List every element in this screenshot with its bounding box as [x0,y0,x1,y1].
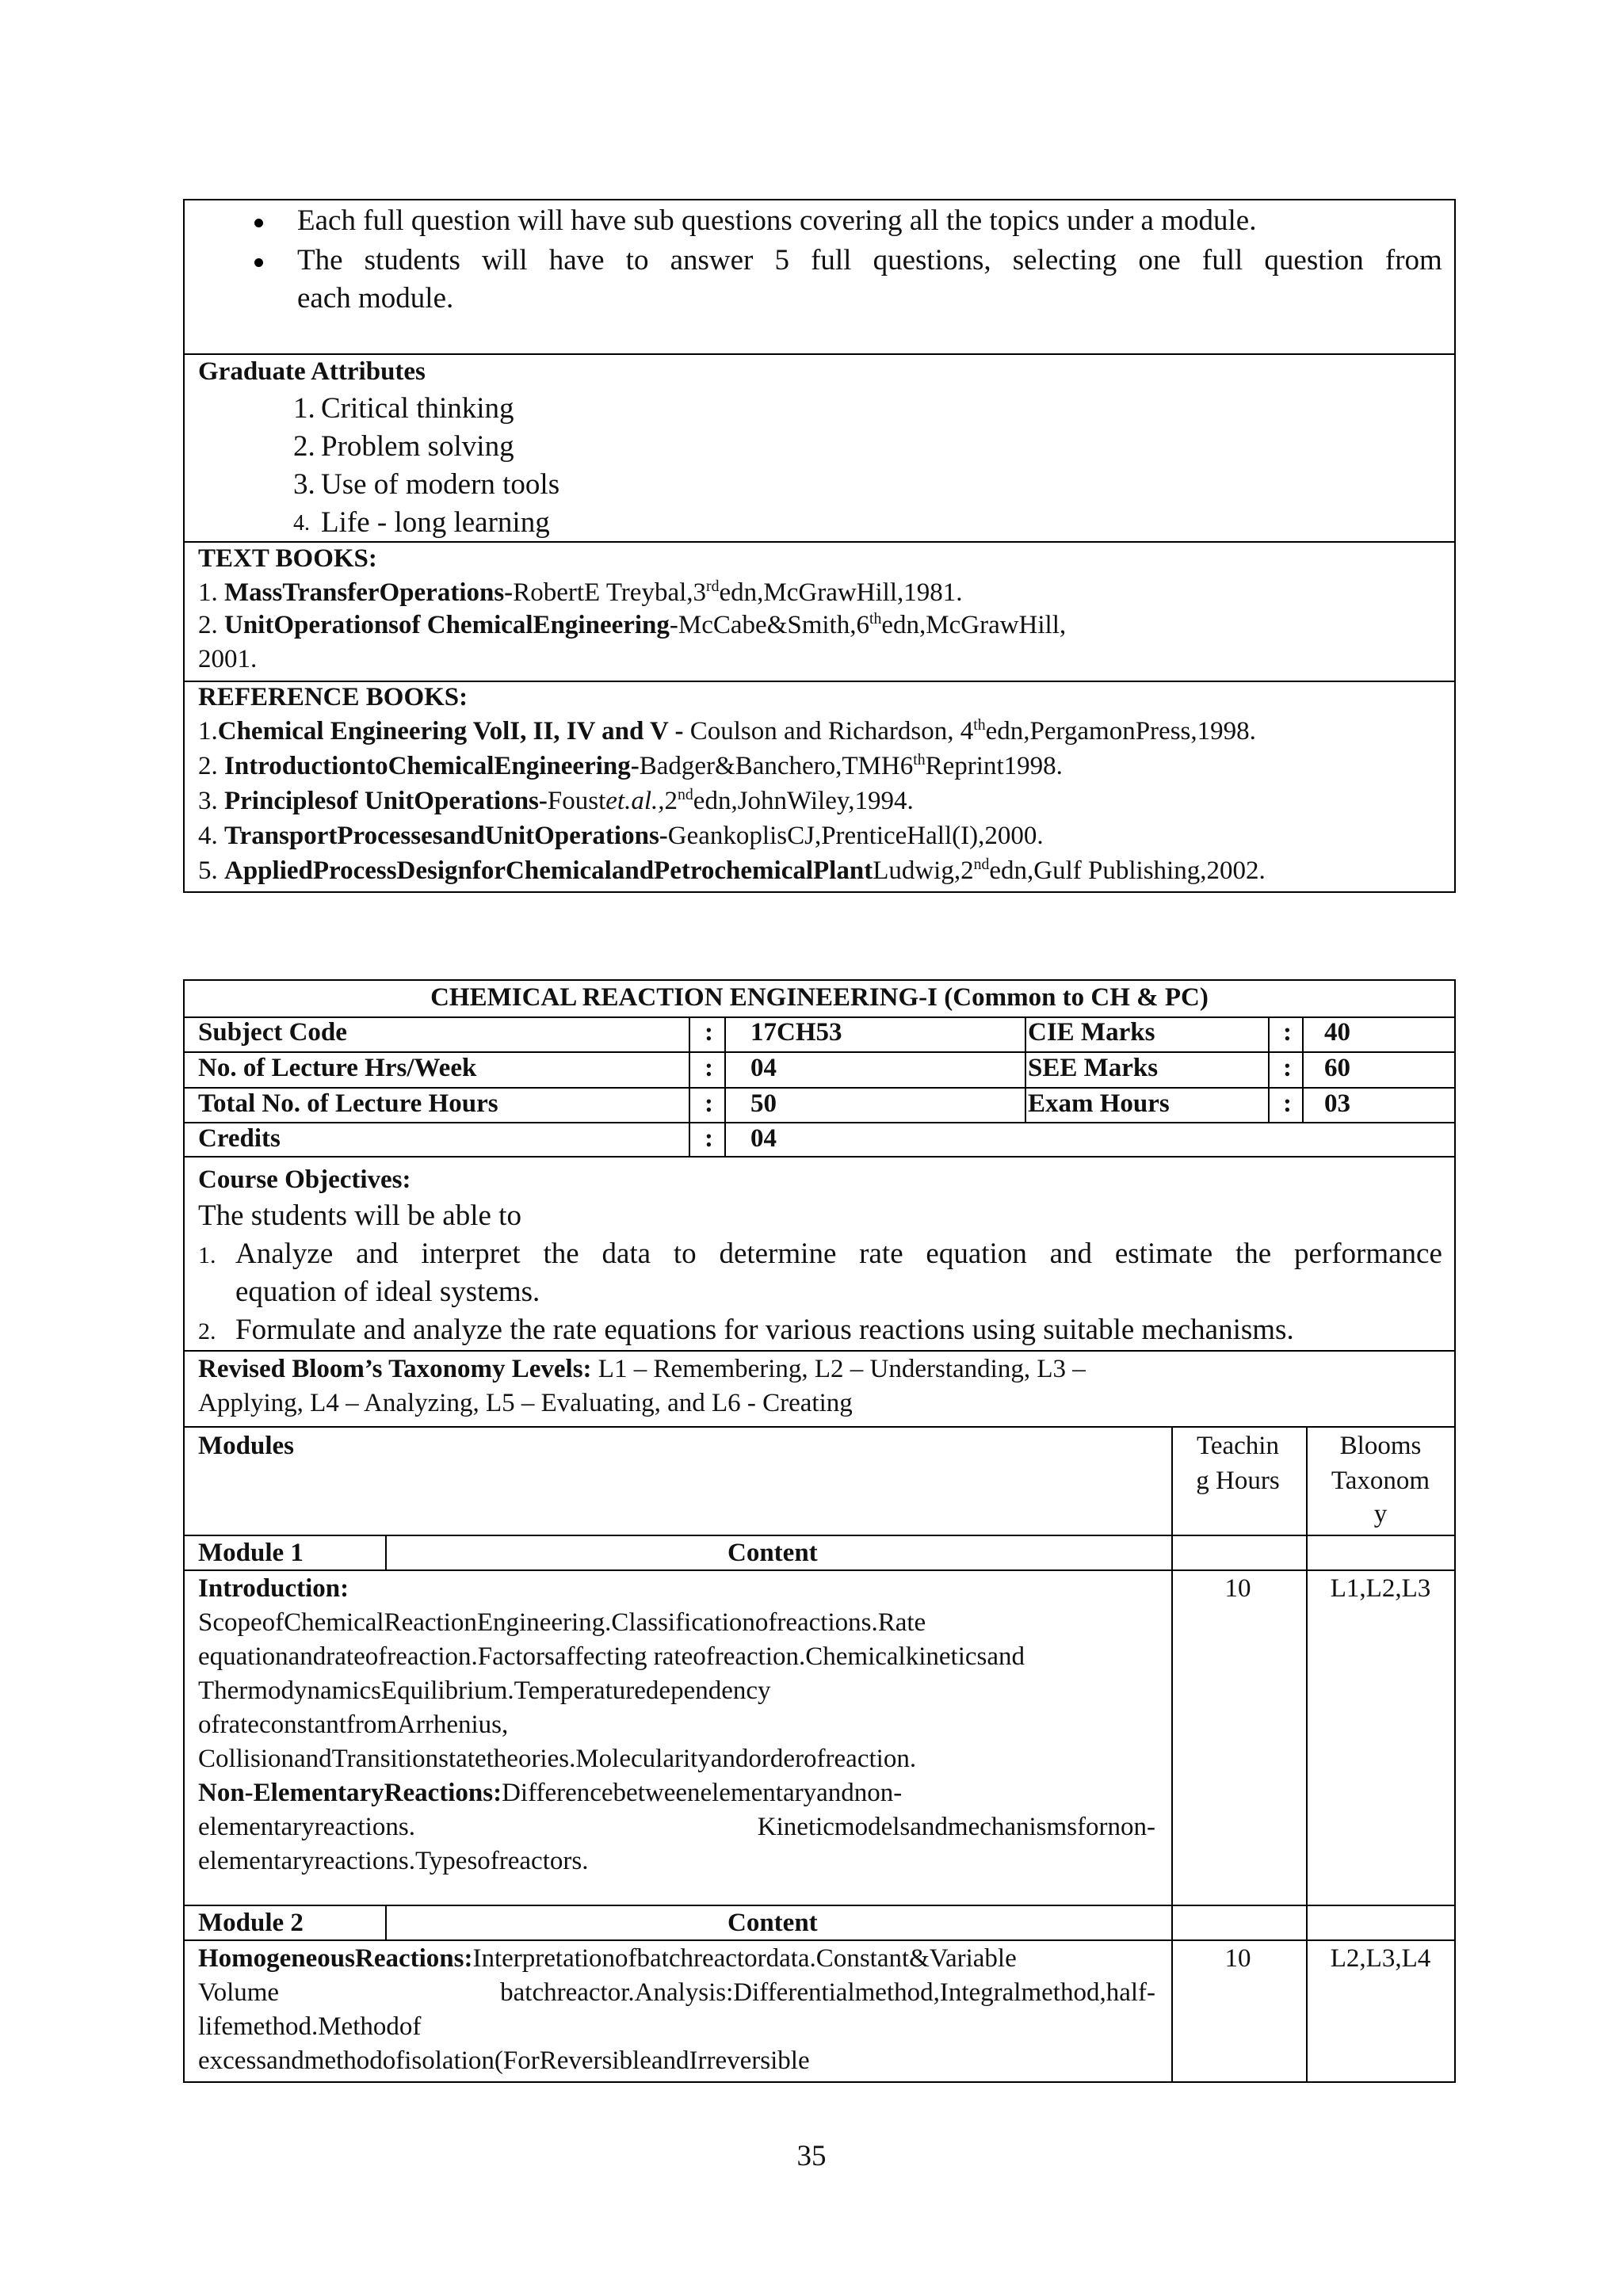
module-1-line-part: Kineticmodelsandmechanismsfornon- [757,1813,1155,1841]
word: and [356,1238,399,1270]
module-2-line: HomogeneousReactions:Interpretationofbatchreactordata.Constant&Variable [198,1944,1017,1973]
module-2-line-part: batchreactor.Analysis:Differentialmethod,Integralmethod,half- [500,1978,1155,2007]
exam-note-2-cont: each module. [297,282,454,315]
word: 5 [774,244,789,277]
blooms-levels: Revised Bloom’s Taxonomy Levels: L1 – Remembering, L2 – Understanding, L3 – [198,1355,1086,1383]
word: and [1049,1238,1093,1270]
divider [185,1535,1454,1536]
course-table [183,979,1456,2083]
divider [185,1939,1454,1941]
module-1-nonelementary: Non-ElementaryReactions:Differencebetweenelementaryandnon- [198,1779,903,1807]
divider [385,1535,387,1570]
word: the [1235,1238,1272,1270]
objective-2: Formulate and analyze the rate equations for various reactions using suitable mechanisms. [235,1314,1294,1346]
bullet-icon [254,258,263,267]
info-label: Total No. of Lecture Hours [198,1089,498,1118]
info-value: 50 [750,1089,777,1118]
divider [185,353,1454,355]
word: question [1264,244,1364,277]
word: have [548,244,605,277]
bullet-icon [254,219,263,227]
module-1-line: ThermodynamicsEquilibrium.Temperaturedependency [198,1676,771,1705]
module-1-content-label: Content [727,1539,818,1567]
course-title: CHEMICAL REACTION ENGINEERING-I (Common to CH & PC) [430,983,1209,1012]
objective-num: 2. [198,1318,216,1344]
word: rate [859,1238,903,1270]
divider [1171,1426,1173,2083]
blooms-levels-cont: Applying, L4 – Analyzing, L5 – Evaluating, and L6 - Creating [198,1389,853,1417]
word: answer [670,244,754,277]
blooms-taxonomy-heading: Taxonom [1331,1466,1430,1495]
info-colon: : [705,1124,713,1153]
divider [1268,1016,1270,1122]
module-2-line: excessandmethodofisolation(ForReversibleandIrreversible [198,2046,810,2075]
info-colon: : [1283,1018,1292,1047]
info-colon: : [1283,1089,1292,1118]
module-1-line [198,1813,1155,1842]
graduate-attributes-heading: Graduate Attributes [198,357,426,386]
module-2-hours: 10 [1224,1944,1251,1973]
word: determine [719,1238,837,1270]
module-1-line: ScopeofChemicalReactionEngineering.Classificationofreactions.Rate [198,1608,926,1637]
divider [185,1905,1454,1906]
word: equation [926,1238,1027,1270]
info-colon: : [705,1018,713,1047]
divider [185,681,1454,682]
module-1-heading: Introduction: [198,1574,349,1603]
divider [185,1426,1454,1428]
attribute-num: 3. [293,468,315,501]
teaching-hours-heading: g Hours [1196,1466,1280,1495]
text-book-2: 2. UnitOperationsof ChemicalEngineering-McCabe&Smith,6thedn,McGrawHill, [198,610,1067,639]
info-value: 17CH53 [750,1018,842,1047]
divider [185,1051,1454,1053]
exam-note-2 [297,243,1442,277]
divider [185,1156,1454,1158]
module-2-levels: L2,L3,L4 [1330,1944,1431,1973]
objective-1 [235,1237,1442,1271]
page-number: 35 [796,2140,827,2172]
word: to [673,1238,697,1270]
attribute-item: Use of modern tools [321,468,560,501]
divider [1302,1016,1304,1122]
module-2-label: Module 2 [198,1909,304,1937]
text-book-1: 1. MassTransferOperations-RobertE Treybal,3rdedn,McGrawHill,1981. [198,578,963,607]
word: full [1201,244,1243,277]
reference-book-5: 5. AppliedProcessDesignforChemicalandPetrochemicalPlantLudwig,2ndedn,Gulf Publishing,2002. [198,856,1266,885]
divider [689,1016,690,1157]
divider [385,1905,387,1940]
attribute-item: Life - long learning [321,506,550,539]
module-1-line-part: elementaryreactions. [198,1813,415,1841]
word: The [297,244,343,277]
word: estimate [1114,1238,1213,1270]
text-books-heading: TEXT BOOKS: [198,544,377,573]
module-2-content-label: Content [727,1909,818,1937]
info-colon: : [705,1089,713,1118]
info-label: No. of Lecture Hrs/Week [198,1054,477,1082]
text-book-2-cont: 2001. [198,645,258,673]
teaching-hours-heading: Teachin [1197,1432,1279,1460]
divider [724,1016,726,1157]
word: students [364,244,460,277]
word: data [601,1238,651,1270]
divider [185,541,1454,543]
module-2-line-part: Volume [198,1978,280,2007]
reference-book-3: 3. Principlesof UnitOperations-Foustet.al.,2ndedn,JohnWiley,1994. [198,786,914,815]
divider [1025,1016,1026,1122]
attribute-item: Critical thinking [321,392,514,425]
attribute-num: 2. [293,430,315,463]
info-value: 60 [1324,1054,1350,1082]
objectives-intro: The students will be able to [198,1199,521,1232]
word: performance [1293,1238,1442,1270]
reference-book-2: 2. IntroductiontoChemicalEngineering-Badger&Banchero,TMH6thReprint1998. [198,751,1063,780]
module-1-line: elementaryreactions.Typesofreactors. [198,1847,589,1875]
info-value: 03 [1324,1089,1350,1118]
modules-heading: Modules [198,1432,295,1460]
module-2-line [198,1978,1155,2008]
info-label: Subject Code [198,1018,347,1047]
info-label: Credits [198,1124,281,1153]
module-1-label: Module 1 [198,1539,304,1567]
objective-1-cont: equation of ideal systems. [235,1276,540,1308]
reference-book-1: 1.Chemical Engineering VolI, II, IV and V - Coulson and Richardson, 4thedn,PergamonPress,1998. [198,716,1256,746]
divider [185,1569,1454,1571]
module-2-line: lifemethod.Methodof [198,2012,422,2041]
attribute-num: 1. [293,392,315,425]
word: interpret [421,1238,521,1270]
attribute-item: Problem solving [321,430,514,463]
module-1-hours: 10 [1224,1574,1251,1603]
exam-note-1: Each full question will have sub questions covering all the topics under a module. [297,204,1257,237]
module-1-line: equationandrateofreaction.Factorsaffecting rateofreaction.Chemicalkineticsand [198,1642,1025,1671]
blooms-taxonomy-heading: y [1373,1500,1388,1528]
objectives-heading: Course Objectives: [198,1165,411,1194]
info-label: Exam Hours [1028,1089,1170,1118]
module-1-line: ofrateconstantfromArrhenius, [198,1711,509,1739]
info-value: 04 [750,1054,777,1082]
word: full [811,244,852,277]
info-colon: : [705,1054,713,1082]
reference-books-heading: REFERENCE BOOKS: [198,683,468,711]
info-value: 40 [1324,1018,1350,1047]
word: to [625,244,649,277]
divider [185,1087,1454,1089]
divider [185,1122,1454,1123]
info-colon: : [1283,1054,1292,1082]
word: Analyze [235,1238,334,1270]
info-value: 04 [750,1124,777,1153]
module-1-line: CollisionandTransitionstatetheories.Molecularityandorderofreaction. [198,1745,917,1773]
info-label: SEE Marks [1028,1054,1159,1082]
word: selecting [1012,244,1117,277]
blooms-taxonomy-heading: Blooms [1339,1432,1422,1460]
word: one [1138,244,1181,277]
word: questions, [873,244,991,277]
objective-num: 1. [198,1242,216,1268]
divider [185,1350,1454,1352]
reference-book-4: 4. TransportProcessesandUnitOperations-GeankoplisCJ,PrenticeHall(I),2000. [198,822,1044,850]
attribute-num: 4. [293,511,310,536]
word: will [482,244,528,277]
word: the [543,1238,579,1270]
module-1-levels: L1,L2,L3 [1330,1574,1431,1603]
word: from [1384,244,1442,277]
info-label: CIE Marks [1028,1018,1155,1047]
